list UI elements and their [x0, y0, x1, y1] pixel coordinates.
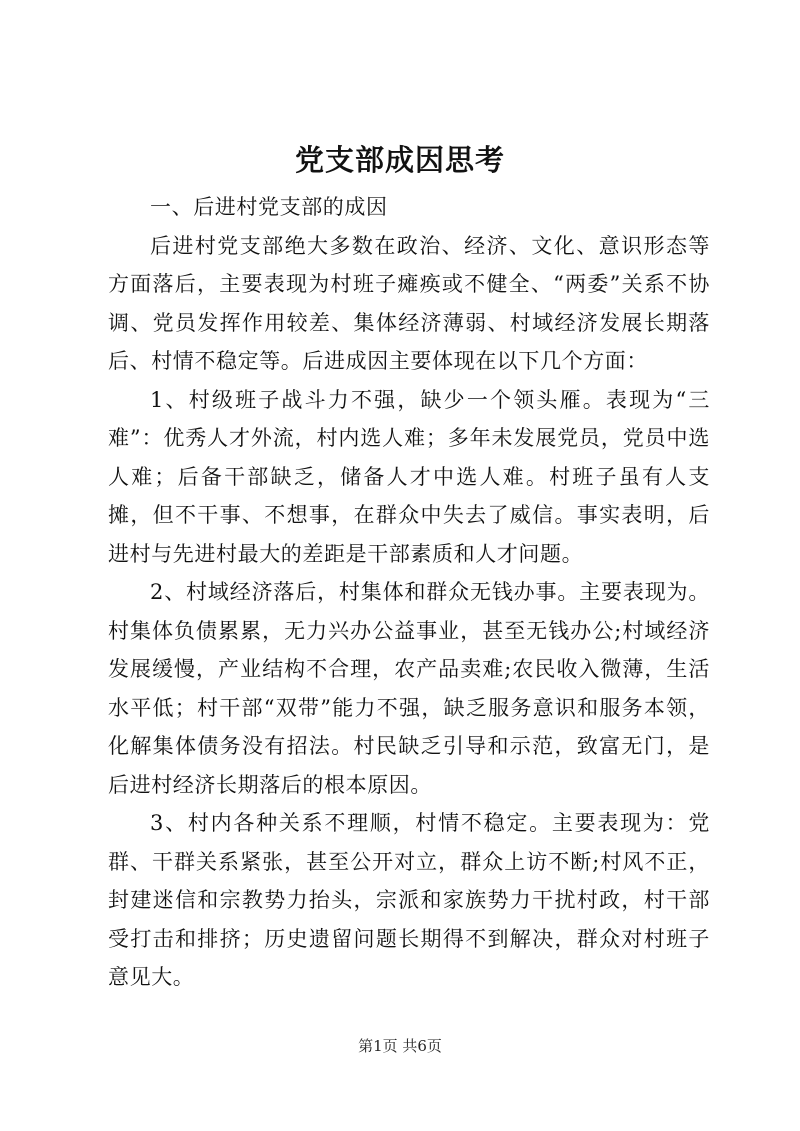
section-heading: 一、后进村党支部的成因 — [150, 195, 388, 219]
document-body — [108, 188, 710, 997]
paragraph-point-1: 1、村级班子战斗力不强，缺少一个领头雁。表现为“三难”：优秀人才外流，村内选人难；多年未发展党员，党员中选人难；后备干部缺乏，储备人才中选人难。村班子虽有人支摊，但不干事、不想事，在群众中失去了威信。事实表明，后进村与先进村最大的差距是干部素质和人才问题。 — [108, 387, 710, 566]
paragraph-intro: 后进村党支部绝大多数在政治、经济、文化、意识形态等方面落后，主要表现为村班子瘫痪或不健全、“两委”关系不协调、党员发挥作用较差、集体经济薄弱、村域经济发展长期落后、村情不稳定等。后进成因主要体现在以下几个方面： — [108, 233, 710, 373]
page-footer: 第1页 共6页 — [358, 1037, 442, 1055]
paragraph-point-3: 3、村内各种关系不理顺，村情不稳定。主要表现为：党群、干群关系紧张，甚至公开对立，群众上访不断;村风不正，封建迷信和宗教势力抬头，宗派和家族势力干扰村政，村干部受打击和排挤；历史遗留问题长期得不到解决，群众对村班子意见大。 — [108, 811, 710, 989]
paragraph-point-2: 2、村域经济落后，村集体和群众无钱办事。主要表现为。村集体负债累累，无力兴办公益事业，甚至无钱办公;村域经济发展缓慢，产业结构不合理，农产品卖难;农民收入微薄，生活水平低；村干部“双带”能力不强，缺乏服务意识和服务本领，化解集体债务没有招法。村民缺乏引导和示范，致富无门，是后进村经济长期落后的根本原因。 — [108, 580, 710, 797]
document-title: 党支部成因思考 — [294, 143, 505, 177]
